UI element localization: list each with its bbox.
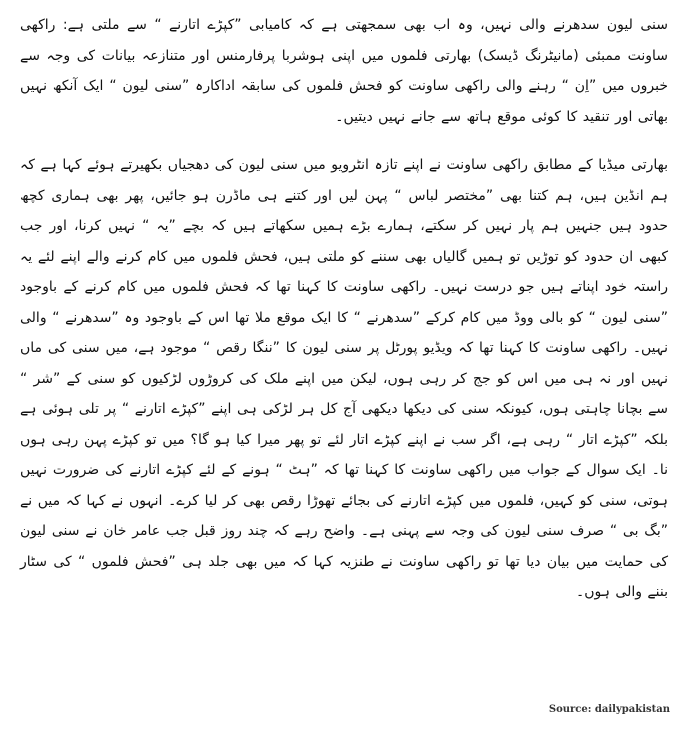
article-paragraph-main: بھارتی میڈیا کے مطابق راکھی ساونت نے اپنے تازہ انٹرویو میں سنی لیون کی دھجیاں بکھیرتے ہوئے کہا ہے کہ ہم انڈین ہیں، ہم کتنا بھی ”مختصر لباس “ پہن لیں اور کتنے ہی ماڈرن ہو جائیں، پھر بھی ہماری کچھ حدود ہیں جنہیں ہم پار نہیں کر سکتے، ہمارے بڑے ہمیں سکھاتے ہیں کہ بچے ”یہ “ نہیں کرنا، اور جب کبھی ان حدود کو توڑیں تو ہمیں گالیاں بھی سننے کو ملتی ہیں، فحش فلموں میں کام کرنے والے اپنے لئے یہ راستہ خود اپناتے ہیں جو درست نہیں۔ راکھی ساونت کا کہنا تھا کہ فحش فلموں میں کام کرنے کے باوجود ”سنی لیون “ کو بالی ووڈ میں کام کرکے ”سدھرنے “ کا ایک موقع ملا تھا اس کے باوجود وہ ”سدھرنے “ والی نہیں۔ راکھی ساونت کا کہنا تھا کہ ویڈیو پورٹل پر سنی لیون کا ”ننگا رقص “ موجود ہے، میں سنی کی ماں نہیں اور نہ ہی میں اس کو جج کر رہی ہوں، لیکن میں اپنے ملک کی کروڑوں لڑکیوں کو سنی کے ”شر “ سے بچانا چاہتی ہوں، کیونکہ سنی کی دیکھا دیکھی آج کل ہر لڑکی ہی اپنے ”کپڑے اتارنے “ پر تلی ہوئی ہے بلکہ ”کپڑے اتار “ رہی ہے، اگر سب نے اپنے کپڑے اتار لئے تو پھر میرا کیا ہو گا؟ میں تو کپڑے پہن رہی ہوں نا۔ ایک سوال کے جواب میں راکھی ساونت کا کہنا تھا کہ ”ہٹ “ ہونے کے لئے کپڑے اتارنے کی ضرورت نہیں ہوتی، سنی کو کہیں، فلموں میں کپڑے اتارنے کی بجائے تھوڑا رقص بھی کر لیا کرے۔ انہوں نے کہا کہ میں نے ”بگ بی “ صرف سنی لیون کی وجہ سے پہنی ہے۔ واضح رہے کہ چند روز قبل جب عامر خان نے سنی لیون کی حمایت میں بیان دیا تھا تو راکھی ساونت نے طنزیہ کہا کہ میں بھی جلد ہی ”فحش فلموں “ کی سٹار بننے والی ہوں۔ — [20, 157, 668, 600]
source-credit: Source: dailypakistan — [548, 704, 670, 715]
article-paragraph-intro: سنی لیون سدھرنے والی نہیں، وہ اب بھی سمجھتی ہے کہ کامیابی ”کپڑے اتارنے “ سے ملتی ہے: راکھی ساونت ممبئی (مانیٹرنگ ڈیسک) بھارتی فلموں میں اپنی ہوشربا پرفارمنس اور متنازعہ بیانات کی وجہ سے خبروں میں ”اِن “ رہنے والی راکھی ساونت کو فحش فلموں کی سابقہ اداکارہ ”سنی لیون “ ایک آنکھ نہیں بھاتی اور تنقید کا کوئی موقع ہاتھ سے جانے نہیں دیتیں۔ — [20, 17, 668, 125]
article-body — [20, 10, 668, 622]
